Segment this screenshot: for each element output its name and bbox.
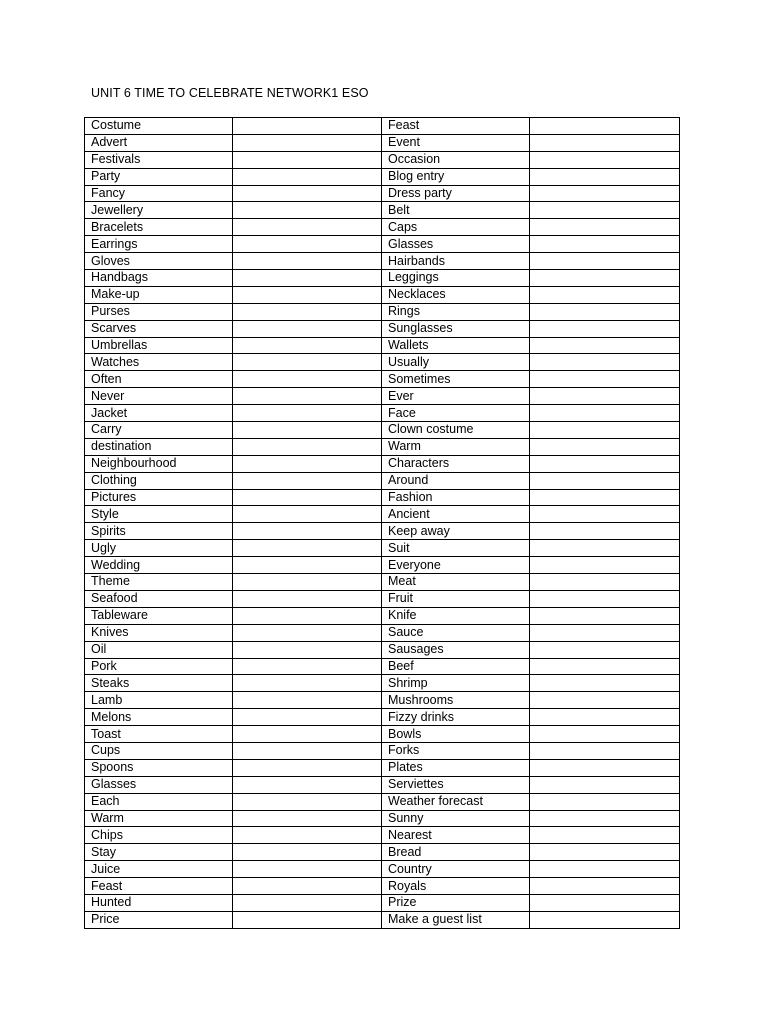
- translation-cell-left: [233, 185, 382, 202]
- translation-cell-left: [233, 894, 382, 911]
- vocab-word-left: Make-up: [85, 286, 233, 303]
- translation-cell-right: [530, 354, 680, 371]
- translation-cell-right: [530, 709, 680, 726]
- translation-cell-left: [233, 219, 382, 236]
- vocab-word-left: Price: [85, 911, 233, 928]
- vocab-word-right: Caps: [382, 219, 530, 236]
- table-row: [85, 675, 680, 692]
- vocab-word-right: Event: [382, 134, 530, 151]
- vocab-word-right: Mushrooms: [382, 692, 530, 709]
- translation-cell-right: [530, 185, 680, 202]
- vocab-word-right: Leggings: [382, 270, 530, 287]
- vocab-word-right: Suit: [382, 540, 530, 557]
- vocab-word-right: Sausages: [382, 641, 530, 658]
- vocab-word-left: Wedding: [85, 557, 233, 574]
- vocab-word-right: Dress party: [382, 185, 530, 202]
- table-row: [85, 574, 680, 591]
- vocab-word-right: Forks: [382, 742, 530, 759]
- vocab-word-right: Make a guest list: [382, 911, 530, 928]
- translation-cell-right: [530, 658, 680, 675]
- vocab-word-right: Clown costume: [382, 422, 530, 439]
- translation-cell-left: [233, 405, 382, 422]
- vocab-word-right: Ever: [382, 388, 530, 405]
- translation-cell-right: [530, 557, 680, 574]
- vocab-word-right: Beef: [382, 658, 530, 675]
- vocab-word-left: Fancy: [85, 185, 233, 202]
- translation-cell-right: [530, 624, 680, 641]
- vocab-word-right: Characters: [382, 455, 530, 472]
- vocab-word-left: Glasses: [85, 776, 233, 793]
- vocab-word-left: Purses: [85, 303, 233, 320]
- vocab-word-right: Blog entry: [382, 168, 530, 185]
- table-row: [85, 776, 680, 793]
- translation-cell-left: [233, 844, 382, 861]
- vocab-word-left: Hunted: [85, 894, 233, 911]
- vocab-word-right: Sunglasses: [382, 320, 530, 337]
- translation-cell-right: [530, 286, 680, 303]
- vocab-word-left: Style: [85, 506, 233, 523]
- translation-cell-left: [233, 134, 382, 151]
- translation-cell-right: [530, 675, 680, 692]
- translation-cell-left: [233, 489, 382, 506]
- translation-cell-left: [233, 709, 382, 726]
- translation-cell-left: [233, 607, 382, 624]
- vocab-word-right: Prize: [382, 894, 530, 911]
- vocab-word-left: Spoons: [85, 759, 233, 776]
- vocab-word-right: Ancient: [382, 506, 530, 523]
- vocab-word-left: Handbags: [85, 270, 233, 287]
- translation-cell-left: [233, 827, 382, 844]
- table-row: [85, 422, 680, 439]
- translation-cell-left: [233, 202, 382, 219]
- translation-cell-right: [530, 438, 680, 455]
- translation-cell-right: [530, 810, 680, 827]
- table-row: [85, 557, 680, 574]
- vocab-word-left: Scarves: [85, 320, 233, 337]
- translation-cell-left: [233, 692, 382, 709]
- vocab-word-right: Around: [382, 472, 530, 489]
- table-row: [85, 371, 680, 388]
- translation-cell-left: [233, 861, 382, 878]
- vocab-word-left: Knives: [85, 624, 233, 641]
- table-row: [85, 827, 680, 844]
- translation-cell-left: [233, 793, 382, 810]
- table-row: [85, 134, 680, 151]
- translation-cell-right: [530, 489, 680, 506]
- translation-cell-right: [530, 253, 680, 270]
- translation-cell-left: [233, 337, 382, 354]
- vocab-word-left: Lamb: [85, 692, 233, 709]
- vocab-word-left: Watches: [85, 354, 233, 371]
- vocab-word-right: Sunny: [382, 810, 530, 827]
- translation-cell-left: [233, 422, 382, 439]
- vocab-word-right: Keep away: [382, 523, 530, 540]
- translation-cell-left: [233, 540, 382, 557]
- translation-cell-right: [530, 894, 680, 911]
- translation-cell-left: [233, 574, 382, 591]
- translation-cell-left: [233, 776, 382, 793]
- translation-cell-left: [233, 641, 382, 658]
- translation-cell-right: [530, 726, 680, 743]
- table-row: [85, 388, 680, 405]
- translation-cell-right: [530, 455, 680, 472]
- table-row: [85, 844, 680, 861]
- translation-cell-left: [233, 455, 382, 472]
- table-row: [85, 607, 680, 624]
- table-row: [85, 878, 680, 895]
- translation-cell-left: [233, 253, 382, 270]
- vocab-word-left: Spirits: [85, 523, 233, 540]
- vocab-word-right: Everyone: [382, 557, 530, 574]
- vocab-word-left: Carry: [85, 422, 233, 439]
- vocab-word-left: Neighbourhood: [85, 455, 233, 472]
- vocab-word-right: Warm: [382, 438, 530, 455]
- vocab-word-left: Earrings: [85, 236, 233, 253]
- table-row: [85, 472, 680, 489]
- translation-cell-right: [530, 607, 680, 624]
- translation-cell-left: [233, 270, 382, 287]
- translation-cell-right: [530, 219, 680, 236]
- vocab-word-left: Tableware: [85, 607, 233, 624]
- table-row: [85, 742, 680, 759]
- translation-cell-right: [530, 151, 680, 168]
- translation-cell-right: [530, 776, 680, 793]
- table-row: [85, 202, 680, 219]
- vocab-word-left: Pork: [85, 658, 233, 675]
- vocab-word-right: Meat: [382, 574, 530, 591]
- vocabulary-table-body: [85, 118, 680, 929]
- vocab-word-right: Serviettes: [382, 776, 530, 793]
- vocab-word-left: Party: [85, 168, 233, 185]
- vocab-word-left: Oil: [85, 641, 233, 658]
- translation-cell-right: [530, 692, 680, 709]
- table-row: [85, 523, 680, 540]
- vocab-word-right: Belt: [382, 202, 530, 219]
- vocab-word-right: Feast: [382, 118, 530, 135]
- vocab-word-left: Gloves: [85, 253, 233, 270]
- translation-cell-right: [530, 320, 680, 337]
- vocab-word-right: Sometimes: [382, 371, 530, 388]
- translation-cell-right: [530, 388, 680, 405]
- translation-cell-left: [233, 286, 382, 303]
- vocab-word-right: Weather forecast: [382, 793, 530, 810]
- table-row: [85, 540, 680, 557]
- table-row: [85, 354, 680, 371]
- table-row: [85, 438, 680, 455]
- page-title: UNIT 6 TIME TO CELEBRATE NETWORK1 ESO: [91, 86, 369, 100]
- vocab-word-left: Clothing: [85, 472, 233, 489]
- translation-cell-right: [530, 878, 680, 895]
- translation-cell-right: [530, 523, 680, 540]
- translation-cell-right: [530, 742, 680, 759]
- table-row: [85, 337, 680, 354]
- vocab-word-left: Bracelets: [85, 219, 233, 236]
- table-row: [85, 151, 680, 168]
- vocab-word-right: Face: [382, 405, 530, 422]
- table-row: [85, 759, 680, 776]
- translation-cell-left: [233, 320, 382, 337]
- translation-cell-left: [233, 523, 382, 540]
- translation-cell-right: [530, 911, 680, 928]
- vocab-word-left: Each: [85, 793, 233, 810]
- translation-cell-left: [233, 236, 382, 253]
- translation-cell-right: [530, 118, 680, 135]
- vocab-word-right: Royals: [382, 878, 530, 895]
- table-row: [85, 286, 680, 303]
- table-row: [85, 489, 680, 506]
- table-row: [85, 624, 680, 641]
- vocab-word-right: Nearest: [382, 827, 530, 844]
- translation-cell-right: [530, 168, 680, 185]
- translation-cell-right: [530, 759, 680, 776]
- vocabulary-table: [84, 117, 680, 929]
- translation-cell-left: [233, 759, 382, 776]
- vocab-word-left: Festivals: [85, 151, 233, 168]
- translation-cell-left: [233, 742, 382, 759]
- vocab-word-left: Toast: [85, 726, 233, 743]
- translation-cell-left: [233, 388, 382, 405]
- table-row: [85, 810, 680, 827]
- table-row: [85, 861, 680, 878]
- table-row: [85, 726, 680, 743]
- vocab-word-left: Costume: [85, 118, 233, 135]
- vocab-word-left: Stay: [85, 844, 233, 861]
- vocab-word-left: Umbrellas: [85, 337, 233, 354]
- translation-cell-left: [233, 726, 382, 743]
- vocab-word-left: Seafood: [85, 590, 233, 607]
- vocab-word-right: Fashion: [382, 489, 530, 506]
- translation-cell-left: [233, 151, 382, 168]
- translation-cell-right: [530, 827, 680, 844]
- translation-cell-right: [530, 861, 680, 878]
- translation-cell-left: [233, 438, 382, 455]
- vocab-word-right: Sauce: [382, 624, 530, 641]
- vocab-word-right: Fizzy drinks: [382, 709, 530, 726]
- table-row: [85, 506, 680, 523]
- translation-cell-left: [233, 506, 382, 523]
- vocab-word-right: Wallets: [382, 337, 530, 354]
- translation-cell-left: [233, 658, 382, 675]
- table-row: [85, 911, 680, 928]
- table-row: [85, 405, 680, 422]
- translation-cell-left: [233, 878, 382, 895]
- vocab-word-right: Rings: [382, 303, 530, 320]
- table-row: [85, 118, 680, 135]
- vocab-word-left: Juice: [85, 861, 233, 878]
- vocab-word-right: Shrimp: [382, 675, 530, 692]
- vocab-word-left: Often: [85, 371, 233, 388]
- vocab-word-right: Bread: [382, 844, 530, 861]
- vocab-word-right: Country: [382, 861, 530, 878]
- translation-cell-right: [530, 422, 680, 439]
- table-row: [85, 270, 680, 287]
- table-row: [85, 168, 680, 185]
- vocab-word-left: Warm: [85, 810, 233, 827]
- vocab-word-left: Never: [85, 388, 233, 405]
- translation-cell-right: [530, 540, 680, 557]
- vocab-word-right: Bowls: [382, 726, 530, 743]
- translation-cell-right: [530, 303, 680, 320]
- translation-cell-right: [530, 472, 680, 489]
- translation-cell-right: [530, 236, 680, 253]
- table-row: [85, 219, 680, 236]
- translation-cell-right: [530, 793, 680, 810]
- translation-cell-right: [530, 337, 680, 354]
- vocab-word-right: Usually: [382, 354, 530, 371]
- translation-cell-left: [233, 675, 382, 692]
- vocab-word-left: Melons: [85, 709, 233, 726]
- translation-cell-right: [530, 641, 680, 658]
- table-row: [85, 894, 680, 911]
- table-row: [85, 185, 680, 202]
- vocab-word-left: Jacket: [85, 405, 233, 422]
- table-row: [85, 455, 680, 472]
- vocab-word-left: Cups: [85, 742, 233, 759]
- vocab-word-left: Advert: [85, 134, 233, 151]
- vocab-word-right: Knife: [382, 607, 530, 624]
- translation-cell-right: [530, 202, 680, 219]
- translation-cell-right: [530, 405, 680, 422]
- translation-cell-left: [233, 118, 382, 135]
- vocab-word-left: Theme: [85, 574, 233, 591]
- table-row: [85, 303, 680, 320]
- vocab-word-left: Jewellery: [85, 202, 233, 219]
- vocab-word-right: Necklaces: [382, 286, 530, 303]
- vocab-word-left: destination: [85, 438, 233, 455]
- vocab-word-right: Occasion: [382, 151, 530, 168]
- table-row: [85, 692, 680, 709]
- vocab-word-right: Glasses: [382, 236, 530, 253]
- translation-cell-right: [530, 574, 680, 591]
- translation-cell-right: [530, 134, 680, 151]
- translation-cell-left: [233, 168, 382, 185]
- translation-cell-right: [530, 844, 680, 861]
- translation-cell-left: [233, 590, 382, 607]
- vocab-word-right: Fruit: [382, 590, 530, 607]
- translation-cell-right: [530, 270, 680, 287]
- vocab-word-right: Hairbands: [382, 253, 530, 270]
- vocab-word-right: Plates: [382, 759, 530, 776]
- translation-cell-right: [530, 506, 680, 523]
- table-row: [85, 709, 680, 726]
- vocab-word-left: Pictures: [85, 489, 233, 506]
- translation-cell-left: [233, 557, 382, 574]
- translation-cell-left: [233, 354, 382, 371]
- table-row: [85, 253, 680, 270]
- table-row: [85, 793, 680, 810]
- translation-cell-left: [233, 472, 382, 489]
- vocab-word-left: Ugly: [85, 540, 233, 557]
- translation-cell-left: [233, 810, 382, 827]
- translation-cell-left: [233, 911, 382, 928]
- table-row: [85, 590, 680, 607]
- translation-cell-left: [233, 303, 382, 320]
- table-row: [85, 320, 680, 337]
- vocab-word-left: Feast: [85, 878, 233, 895]
- table-row: [85, 658, 680, 675]
- table-row: [85, 236, 680, 253]
- translation-cell-left: [233, 624, 382, 641]
- translation-cell-left: [233, 371, 382, 388]
- table-row: [85, 641, 680, 658]
- vocab-word-left: Steaks: [85, 675, 233, 692]
- vocab-word-left: Chips: [85, 827, 233, 844]
- translation-cell-right: [530, 371, 680, 388]
- translation-cell-right: [530, 590, 680, 607]
